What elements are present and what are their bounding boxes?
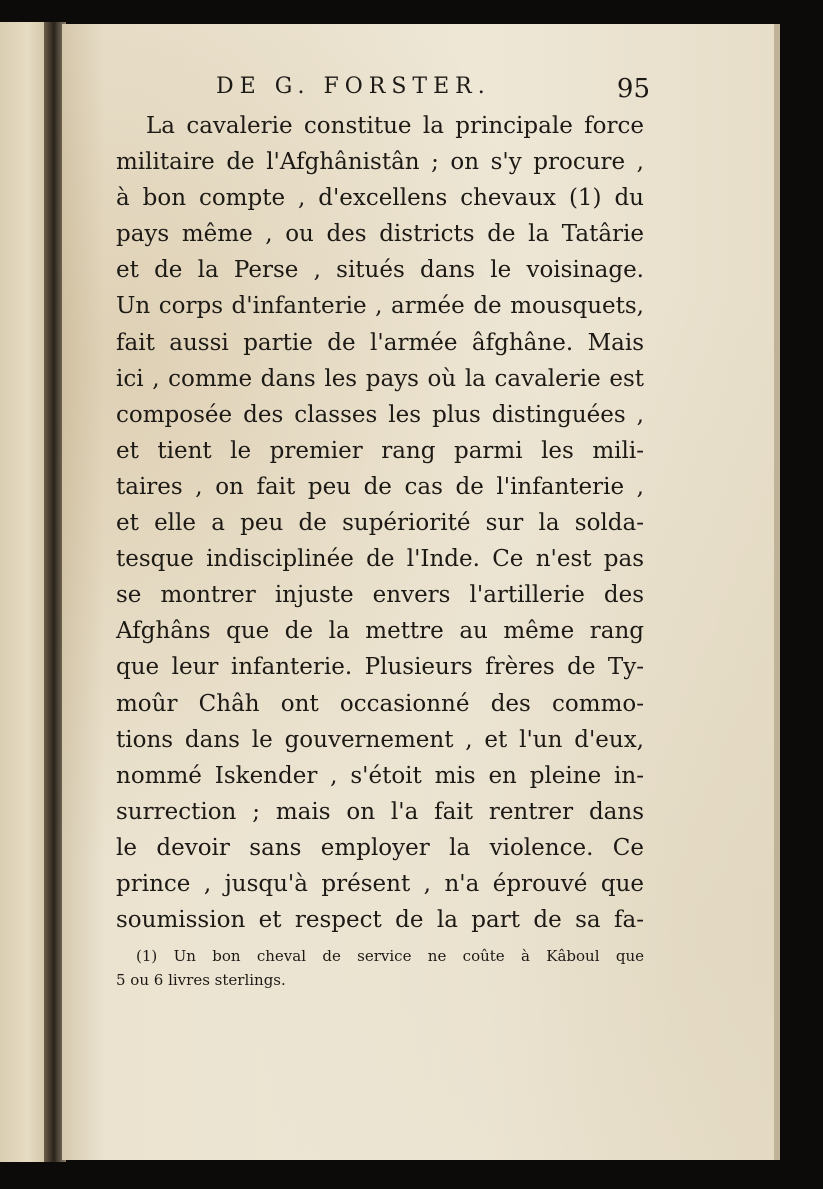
text-line: à bon compte , d'excellens chevaux (1) du xyxy=(116,185,644,212)
footnote xyxy=(116,944,644,992)
text-line: prince , jusqu'à présent , n'a éprouvé que xyxy=(116,870,644,897)
text-line: nommé Iskender , s'étoit mis en pleine in- xyxy=(116,762,644,789)
text-line: ici , comme dans les pays où la cavalerie est xyxy=(116,365,644,392)
text-line: composée des classes les plus distinguées , xyxy=(116,401,644,428)
text-line: et tient le premier rang parmi les mili- xyxy=(116,437,644,464)
page-text-block xyxy=(116,74,650,938)
footnote-line: (1) Un bon cheval de service ne coûte à Kâboul que xyxy=(136,947,644,965)
text-line: se montrer injuste envers l'artillerie des xyxy=(116,582,644,609)
text-line: et de la Perse , situés dans le voisinage. xyxy=(116,257,644,284)
left-page-edge xyxy=(0,22,50,1162)
body-text xyxy=(116,108,644,938)
text-line: soumission et respect de la part de sa fa- xyxy=(116,907,644,934)
text-line: surrection ; mais on l'a fait rentrer dans xyxy=(116,798,644,825)
footnote-line: 5 ou 6 livres sterlings. xyxy=(116,971,286,989)
text-line: moûr Châh ont occasionné des commo- xyxy=(116,690,644,717)
text-line: tions dans le gouvernement , et l'un d'eux, xyxy=(116,726,644,753)
text-line: que leur infanterie. Plusieurs frères de Ty- xyxy=(116,654,644,681)
text-line: Un corps d'infanterie , armée de mousquets, xyxy=(116,293,644,320)
text-line: pays même , ou des districts de la Tatârie xyxy=(116,221,644,248)
text-line: et elle a peu de supériorité sur la solda- xyxy=(116,510,644,537)
text-line: La cavalerie constitue la principale force xyxy=(146,113,644,139)
text-line: tesque indisciplinée de l'Inde. Ce n'est pas xyxy=(116,546,644,573)
text-line: taires , on fait peu de cas de l'infanterie , xyxy=(116,473,644,500)
page-number: 95 xyxy=(616,74,650,104)
page-edge xyxy=(774,24,780,1160)
text-line: fait aussi partie de l'armée âfghâne. Mais xyxy=(116,329,644,356)
text-line: Afghâns que de la mettre au même rang xyxy=(116,618,644,645)
text-line: le devoir sans employer la violence. Ce xyxy=(116,834,644,861)
text-line: militaire de l'Afghânistân ; on s'y procure , xyxy=(116,149,644,176)
running-head-title: DE G. FORSTER. xyxy=(216,74,491,99)
running-head xyxy=(116,74,650,108)
